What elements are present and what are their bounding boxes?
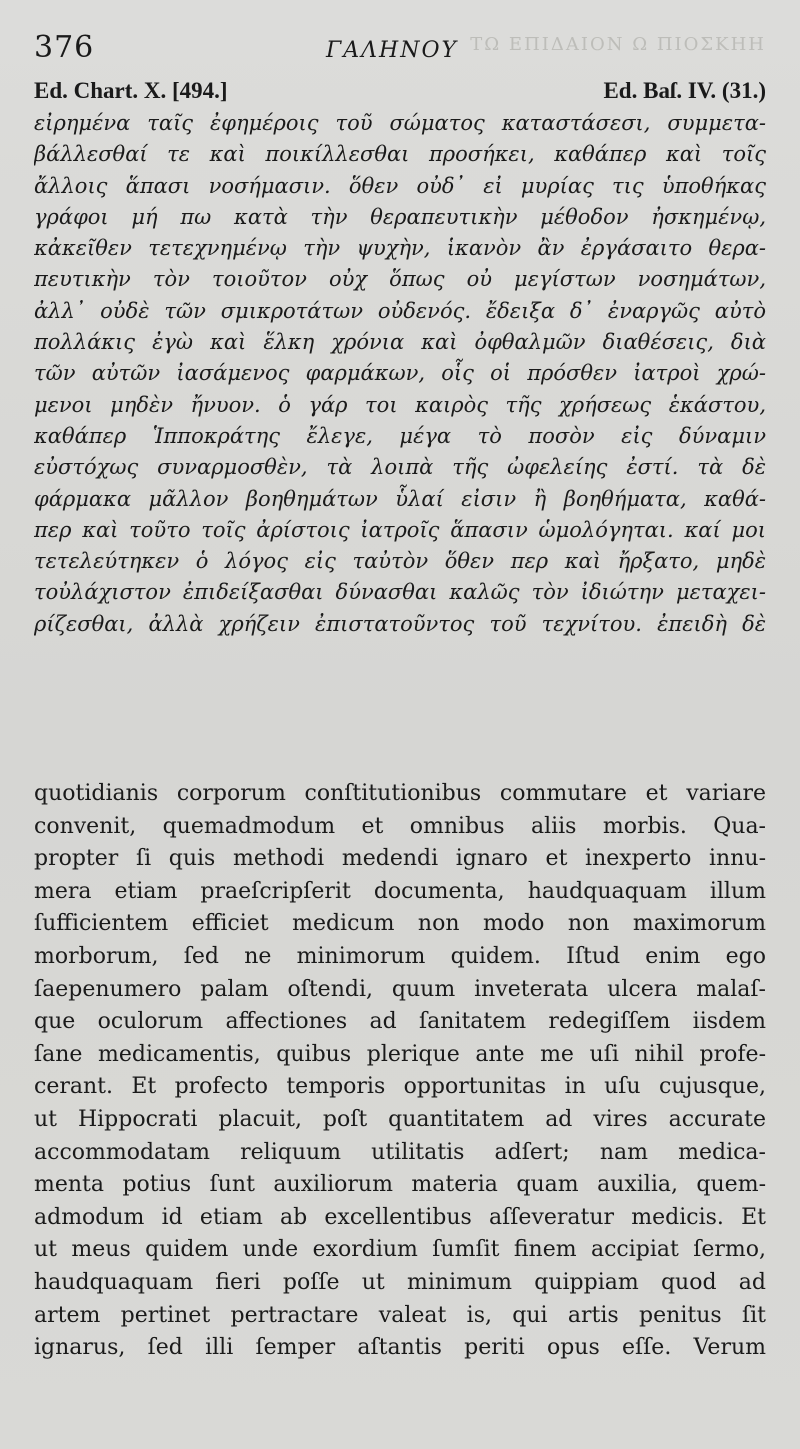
latin-text-block	[34, 778, 766, 1365]
page-number: 376	[34, 30, 95, 65]
greek-line: τετελεύτηκεν ὁ λόγος εἰς ταὐτὸν ὅθεν περ καὶ ἤρξατο, μηδὲ	[34, 549, 766, 574]
running-head: ΓΑΛΗΝΟΥ	[326, 38, 459, 63]
latin-line: ſane medicamentis, quibus plerique ante me uſi nihil profe-	[34, 1041, 766, 1067]
greek-line: κἀκεῖθεν τετεχνημένῳ τὴν ψυχὴν, ἱκανὸν ἂν ἐργάσαιτο θερα-	[34, 236, 766, 261]
latin-line: mera etiam praeſcripſerit documenta, haudquaquam illum	[34, 878, 766, 904]
greek-line: πευτικὴν τὸν τοιοῦτον οὐχ ὅπως οὐ μεγίστων νοσημάτων,	[34, 267, 766, 292]
latin-line: ſaepenumero palam oſtendi, quum inveterata ulcera malaſ-	[34, 976, 766, 1002]
latin-line: admodum id etiam ab excellentibus aſſeveratur medicis. Et	[34, 1204, 766, 1230]
show-through-heading: ΤΩ ΕΠΙΔΑΙΟΝ Ω ΠΙΟΣΚΗΗ	[470, 34, 766, 55]
page-header	[34, 30, 766, 70]
greek-line: περ καὶ τοῦτο τοῖς ἀρίστοις ἰατροῖς ἅπασιν ὡμολόγηται. καί μοι	[34, 517, 766, 542]
latin-line: menta potius ſunt auxiliorum materia quam auxilia, quem-	[34, 1172, 766, 1198]
latin-line: cerant. Et profecto temporis opportunitas in uſu cujusque,	[34, 1074, 766, 1100]
edition-chartier: Ed. Chart. X. [494.]	[34, 78, 228, 103]
latin-line: morborum, ſed ne minimorum quidem. Iſtud enim ego	[34, 943, 766, 969]
latin-line: convenit, quemadmodum et omnibus aliis morbis. Qua-	[34, 813, 766, 839]
greek-line: βάλλεσθαί τε καὶ ποικίλλεσθαι προσήκει, καθάπερ καὶ τοῖς	[34, 142, 766, 167]
latin-line: haudquaquam fieri poſſe ut minimum quippiam quod ad	[34, 1269, 766, 1295]
latin-line: ut meus quidem unde exordium ſumſit finem accipiat ſermo,	[34, 1237, 766, 1263]
latin-line: ignarus, ſed illi ſemper aſtantis periti opus eſſe. Verum	[34, 1335, 766, 1361]
latin-line: ut Hippocrati placuit, poſt quantitatem ad vires accurate	[34, 1106, 766, 1132]
greek-line: εἰρημένα ταῖς ἐφημέροις τοῦ σώματος καταστάσεσι, συμμετα-	[34, 111, 766, 135]
greek-text-block	[34, 108, 766, 640]
latin-line: ſufficientem efficiet medicum non modo non maximorum	[34, 911, 766, 937]
greek-line: εὐστόχως συναρμοσθὲν, τὰ λοιπὰ τῆς ὠφελείης ἐστί. τὰ δὲ	[34, 455, 766, 480]
latin-line: propter ſi quis methodi medendi ignaro et inexperto innu-	[34, 846, 766, 872]
greek-line: καθάπερ Ἱπποκράτης ἔλεγε, μέγα τὸ ποσὸν εἰς δύναμιν	[34, 423, 766, 448]
latin-line: accommodatam reliquum utilitatis adſert; nam medica-	[34, 1139, 766, 1165]
latin-line: que oculorum affectiones ad ſanitatem redegiſſem iisdem	[34, 1009, 766, 1035]
greek-line: ρίζεσθαι, ἀλλὰ χρήζειν ἐπιστατοῦντος τοῦ τεχνίτου. ἐπειδὴ δὲ	[34, 611, 766, 636]
greek-line: τοὐλάχιστον ἐπιδείξασθαι δύνασθαι καλῶς τὸν ἰδιώτην μεταχει-	[34, 580, 766, 605]
greek-line: γράφοι μή πω κατὰ τὴν θεραπευτικὴν μέθοδον ἠσκημένῳ,	[34, 204, 766, 229]
greek-line: μενοι μηδὲν ἤνυον. ὁ γάρ τοι καιρὸς τῆς χρήσεως ἑκάστου,	[34, 392, 766, 417]
greek-line: τῶν αὐτῶν ἰασάμενος φαρμάκων, οἷς οἱ πρόσθεν ἰατροὶ χρώ-	[34, 361, 766, 386]
greek-line: ἄλλοις ἅπασι νοσήμασιν. ὅθεν οὐδ᾽ εἰ μυρίας τις ὑποθήκας	[34, 173, 766, 198]
greek-line: πολλάκις ἐγὼ καὶ ἕλκη χρόνια καὶ ὀφθαλμῶν διαθέσεις, διὰ	[34, 330, 766, 355]
greek-line: φάρμακα μᾶλλον βοηθημάτων ὗλαί εἰσιν ἢ βοηθήματα, καθά-	[34, 486, 766, 511]
edition-basel: Ed. Baſ. IV. (31.)	[603, 78, 766, 103]
greek-line: ἀλλ᾽ οὐδὲ τῶν σμικροτάτων οὐδενός. ἔδειξα δ᾽ ἐναργῶς αὐτὸ	[34, 298, 766, 323]
latin-line: artem pertinet pertractare valeat is, qui artis penitus ſit	[34, 1302, 766, 1328]
edition-reference-line	[34, 78, 766, 106]
latin-line: quotidianis corporum conſtitutionibus commutare et variare	[34, 781, 766, 806]
